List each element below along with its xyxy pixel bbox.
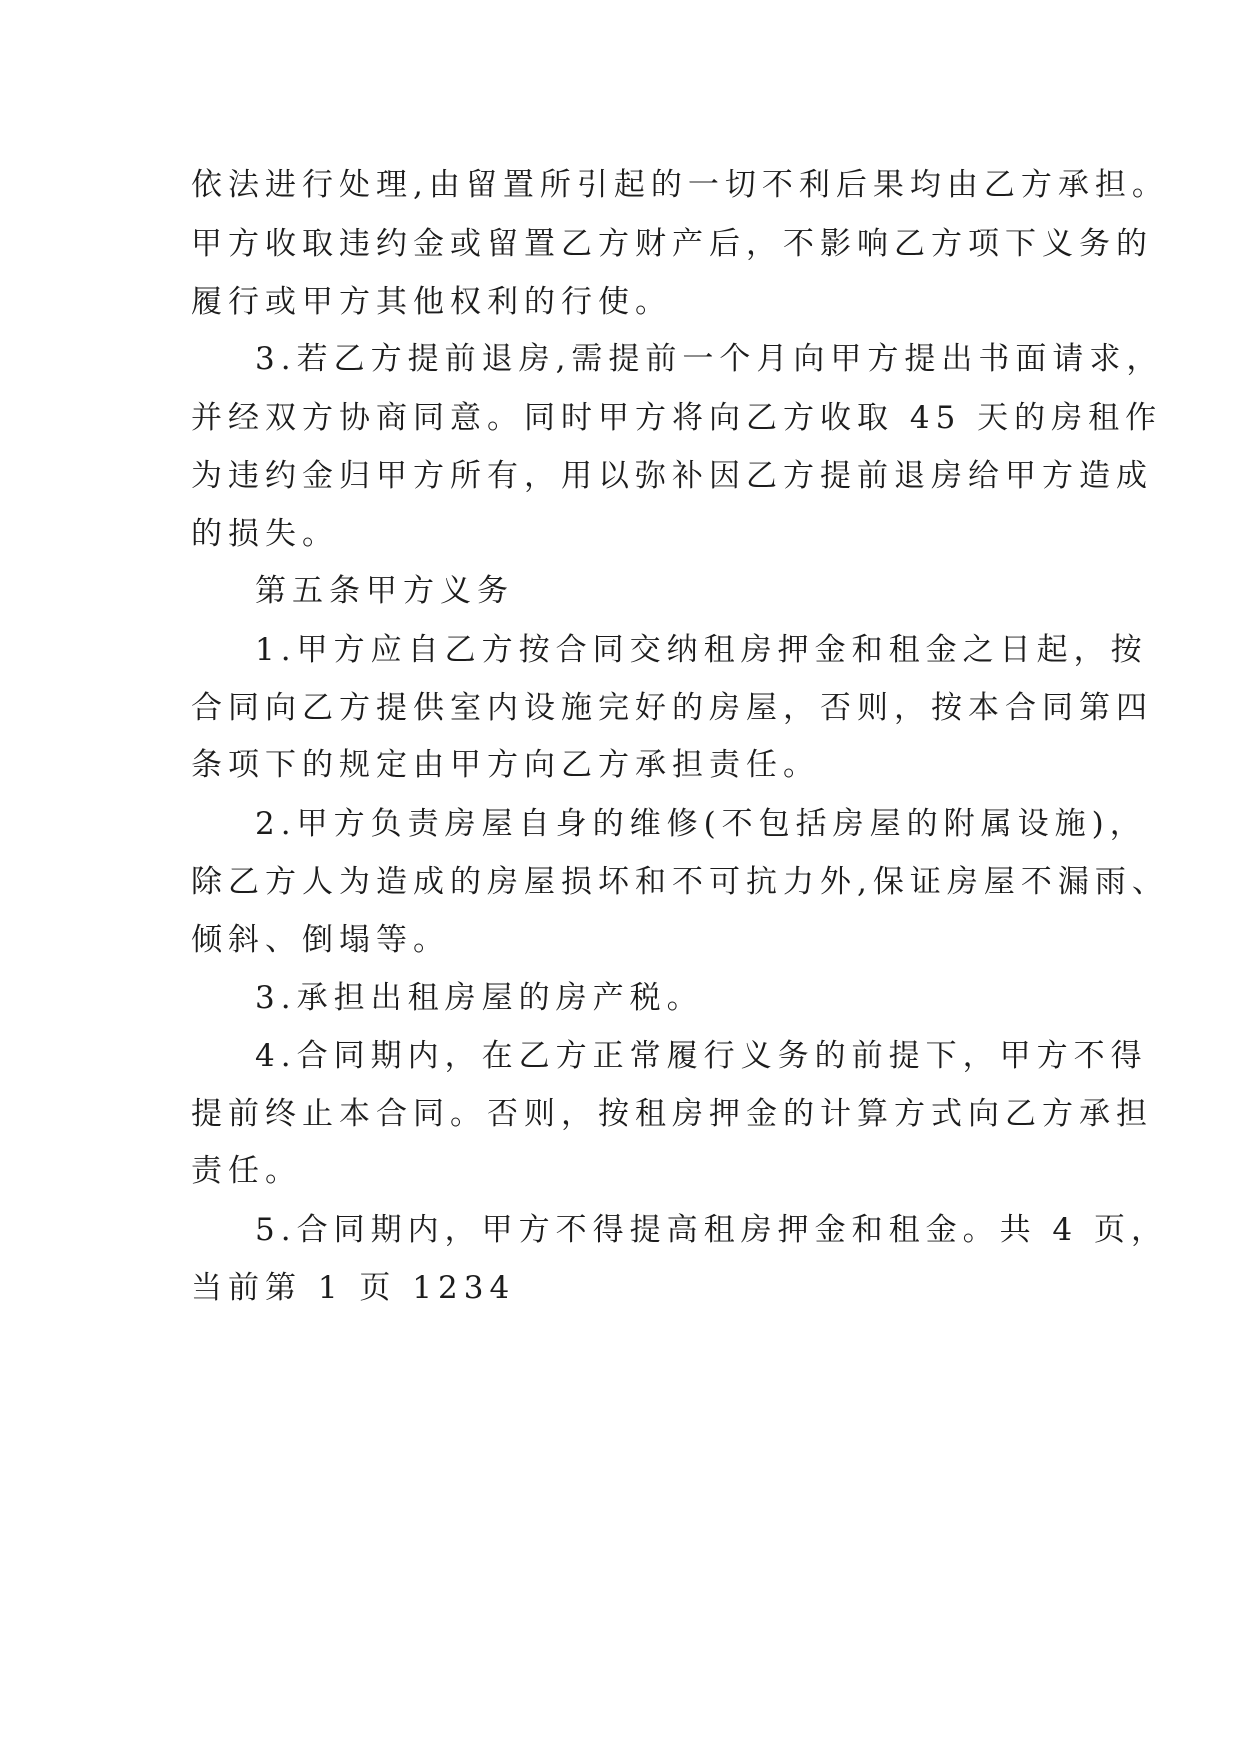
clause-item-3-early-move-out: 3.若乙方提前退房,需提前一个月向甲方提出书面请求， — [255, 341, 1164, 377]
text-line: 倾斜、倒塌等。 — [191, 922, 450, 958]
text-line: 为违约金归甲方所有，用以弥补因乙方提前退房给甲方造成 — [191, 458, 1153, 494]
text-line: 合同向乙方提供室内设施完好的房屋，否则，按本合同第四 — [191, 690, 1153, 726]
page-indicator: 当前第 1 页 1234 — [191, 1270, 516, 1306]
text-line: 责任。 — [191, 1153, 302, 1189]
text-line: 条项下的规定由甲方向乙方承担责任。 — [191, 747, 820, 783]
text-line: 的损失。 — [191, 516, 339, 552]
clause-item-3: 3.承担出租房屋的房产税。 — [255, 980, 704, 1016]
clause-item-5: 5.合同期内，甲方不得提高租房押金和租金。共 4 页， — [255, 1212, 1169, 1248]
clause-item-1: 1.甲方应自乙方按合同交纳租房押金和租金之日起，按 — [255, 632, 1148, 668]
text-line: 甲方收取违约金或留置乙方财产后，不影响乙方项下义务的 — [191, 226, 1153, 262]
text-line: 依法进行处理,由留置所引起的一切不利后果均由乙方承担。 — [191, 167, 1169, 203]
clause-item-4: 4.合同期内，在乙方正常履行义务的前提下，甲方不得 — [255, 1038, 1148, 1074]
text-line: 提前终止本合同。否则，按租房押金的计算方式向乙方承担 — [191, 1096, 1153, 1132]
section-heading-article-5: 第五条甲方义务 — [255, 573, 514, 609]
text-line: 并经双方协商同意。同时甲方将向乙方收取 45 天的房租作 — [191, 400, 1163, 436]
text-line: 除乙方人为造成的房屋损坏和不可抗力外,保证房屋不漏雨、 — [191, 864, 1169, 900]
clause-item-2: 2.甲方负责房屋自身的维修(不包括房屋的附属设施)， — [255, 806, 1147, 842]
text-line: 履行或甲方其他权利的行使。 — [191, 284, 672, 320]
